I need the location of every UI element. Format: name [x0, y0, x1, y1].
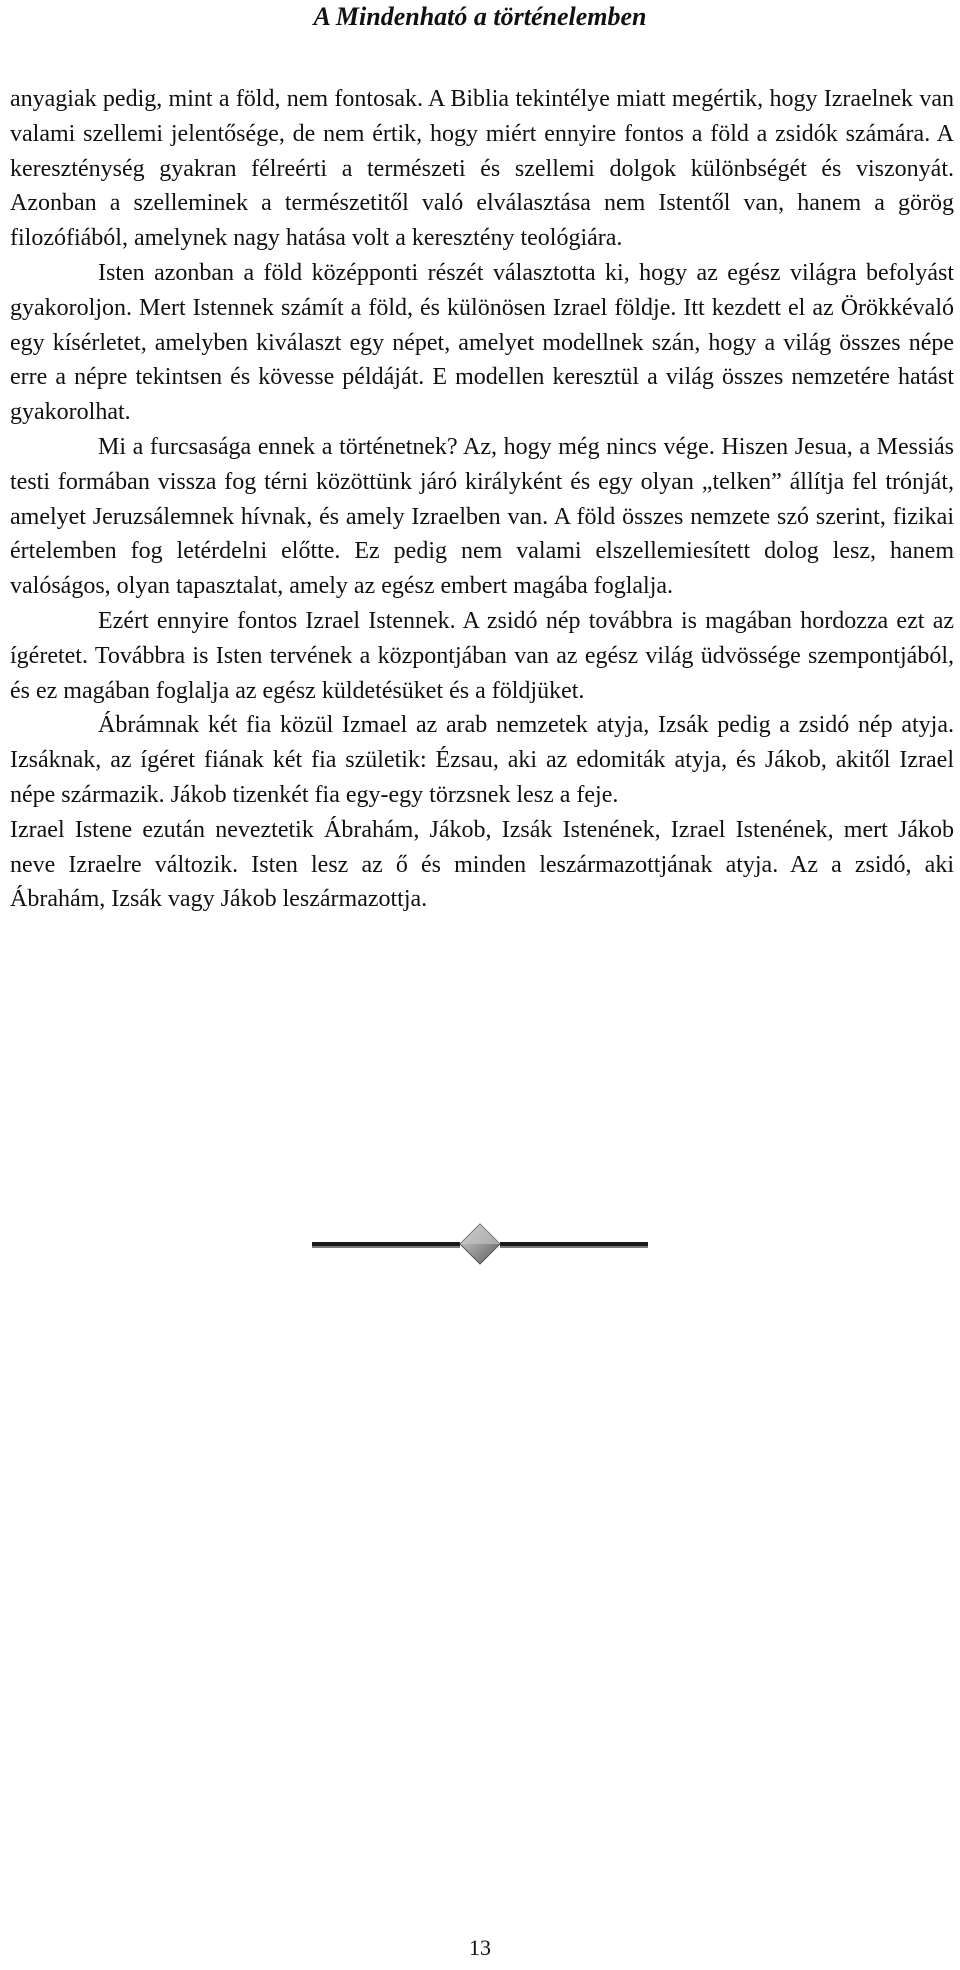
running-header: A Mindenható a történelemben — [313, 2, 647, 31]
paragraph-2: Isten azonban a föld középponti részét választotta ki, hogy az egész világra befolyást gyakoroljon. Mert Istennek számít a föld, és különösen Izrael földje. Itt kezdett el az Örökkévaló egy kísérletet, amelyben kiválaszt egy népet, amelyet modellnek szán, hogy a világ összes népe erre a népre tekintsen és kövesse példáját. E modellen keresztül a világ összes nemzetére hatást gyakorolhat. — [10, 259, 954, 426]
page-number: 13 — [469, 1935, 491, 1960]
section-divider-ornament — [312, 1220, 648, 1270]
divider-left-line — [312, 1242, 460, 1246]
paragraph-6: Izrael Istene ezután neveztetik Ábrahám, Jákob, Izsák Istenének, Izrael Istenének, mert Jákob neve Izraelre változik. Isten lesz az ő és minden leszármazottjának atyja. Az a zsidó, aki Ábrahám, Izsák vagy Jákob leszármazottja. — [10, 816, 954, 913]
body-text — [10, 82, 954, 917]
paragraph-1: anyagiak pedig, mint a föld, nem fontosak. A Biblia tekintélye miatt megértik, hogy Izraelnek van valami szellemi jelentősége, de nem értik, hogy miért ennyire fontos a föld a zsidók számára. A kereszténység gyakran félreérti a természeti és szellemi dolgok különbségét és viszonyát. Azonban a szelleminek a természetitől való elválasztása nem Istentől van, hanem a görög filozófiából, amelynek nagy hatása volt a keresztény teológiára. — [10, 86, 954, 252]
divider-right-line — [500, 1242, 648, 1246]
paragraph-5: Ábrámnak két fia közül Izmael az arab nemzetek atyja, Izsák pedig a zsidó nép atyja. Izsáknak, az ígéret fiának két fia születik: Ézsau, aki az edomiták atyja, és Jákob, akitől Izrael népe származik. Jákob tizenkét fia egy-egy törzsnek lesz a feje. — [10, 712, 954, 808]
paragraph-4: Ezért ennyire fontos Izrael Istennek. A zsidó nép továbbra is magában hordozza ezt az ígéretet. Továbbra is Isten tervének a központjában van az egész világ üdvössége szempontjából, és ez magában foglalja az egész küldetésüket és a földjüket. — [10, 607, 954, 704]
paragraph-3: Mi a furcsasága ennek a történetnek? Az, hogy még nincs vége. Hiszen Jesua, a Messiás testi formában vissza fog térni közöttünk járó királyként és egy olyan „telken” állítja fel trónját, amelyet Jeruzsálemnek hívnak, és amely Izraelben van. A föld összes nemzete szó szerint, fizikai értelemben fog letérdelni előtte. Ez pedig nem valami elszellemiesített dolog lesz, hanem valóságos, olyan tapasztalat, amely az egész embert magába foglalja. — [10, 433, 954, 600]
